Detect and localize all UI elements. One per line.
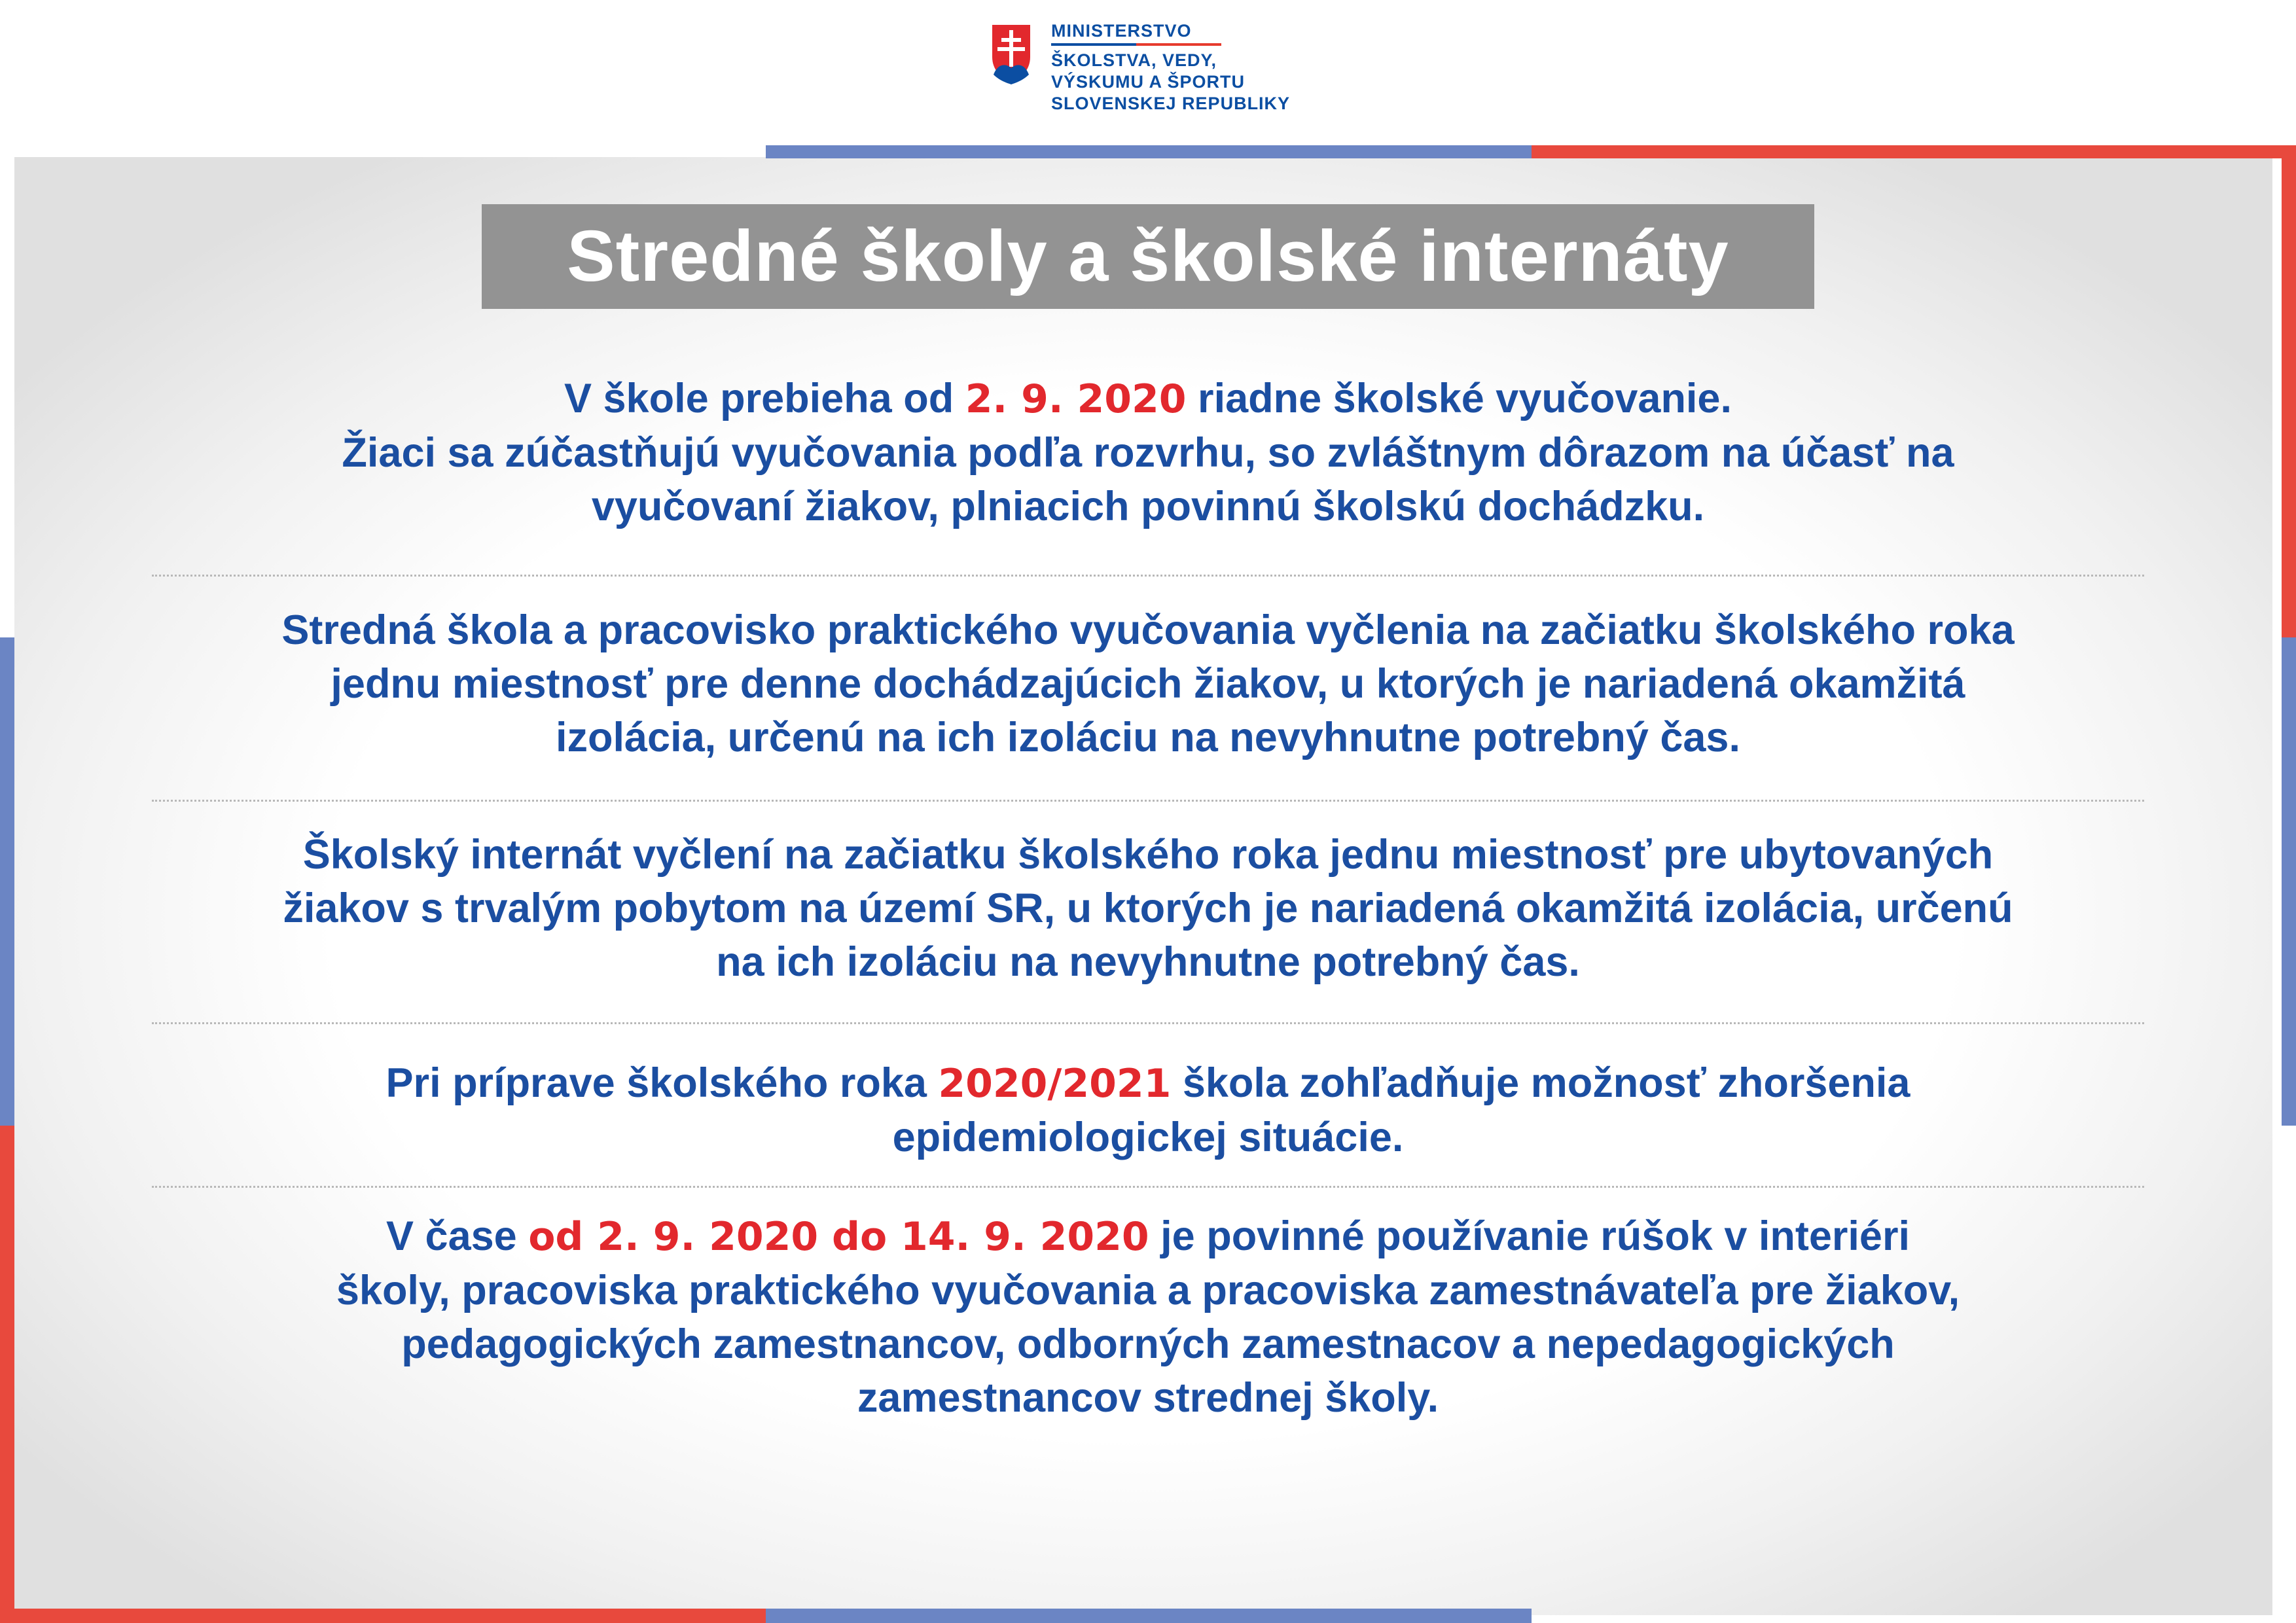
body-text: na ich izoláciu na nevyhnutne potrebný čas. (716, 939, 1580, 985)
paragraph-line (157, 480, 2139, 533)
logo-divider (1051, 43, 1221, 46)
logo-line: MINISTERSTVO (1051, 21, 1192, 41)
paragraph-line (157, 657, 2139, 711)
paragraph-line (157, 426, 2139, 480)
paragraph-line (157, 828, 2139, 882)
body-text: riadne školské vyučovanie. (1186, 376, 1732, 421)
dotted-divider (152, 1186, 2144, 1188)
info-paragraph (157, 1056, 2139, 1164)
body-text: epidemiologickej situácie. (892, 1115, 1404, 1160)
body-text: V škole prebieha od (564, 376, 965, 421)
paragraph-line (157, 1264, 2139, 1317)
paragraph-line (157, 1111, 2139, 1164)
frame-bar-right-blue (2282, 637, 2296, 1126)
body-text: školy, pracoviska praktického vyučovania a pracoviska zamestnávateľa pre žiakov, (336, 1268, 1960, 1313)
info-paragraph (157, 603, 2139, 764)
paragraph-line (157, 1056, 2139, 1111)
paragraph-line (157, 1317, 2139, 1371)
body-text: Žiaci sa zúčastňujú vyučovania podľa rozvrhu, so zvláštnym dôrazom na účasť na (342, 430, 1954, 476)
logo-text (1051, 20, 1290, 115)
body-text: škola zohľadňuje možnosť zhoršenia (1171, 1060, 1910, 1106)
paragraph-line (157, 1209, 2139, 1264)
body-text: jednu miestnosť pre denne dochádzajúcich žiakov, u ktorých je nariadená okamžitá (331, 661, 1965, 707)
body-text: Stredná škola a pracovisko praktického vyučovania vyčlenia na začiatku školského roka (281, 607, 2015, 653)
info-paragraph (157, 828, 2139, 989)
paragraph-line (157, 603, 2139, 657)
highlight-text: 2. 9. 2020 (965, 376, 1187, 422)
body-text: vyučovaní žiakov, plniacich povinnú školskú dochádzku. (591, 484, 1705, 529)
body-text: žiakov s trvalým pobytom na území SR, u ktorých je nariadená okamžitá izolácia, určenú (283, 885, 2013, 931)
dotted-divider (152, 1022, 2144, 1024)
body-text: V čase (386, 1213, 529, 1259)
page-title: Stredné školy a školské internáty (482, 204, 1814, 309)
frame-bar-bottom-blue (766, 1609, 1532, 1623)
highlight-text: od 2. 9. 2020 do 14. 9. 2020 (528, 1214, 1149, 1260)
dotted-divider (152, 800, 2144, 802)
frame-bar-left-red (0, 1126, 14, 1623)
frame-bar-left-blue (0, 637, 14, 1126)
body-text: Pri príprave školského roka (386, 1060, 939, 1106)
frame-bar-bottom-red (0, 1609, 766, 1623)
dotted-divider (152, 575, 2144, 577)
frame-bar-top-red (1532, 145, 2296, 158)
paragraph-line (157, 1371, 2139, 1425)
frame-bar-top-blue (766, 145, 1532, 158)
body-text: izolácia, určenú na ich izoláciu na nevyhnutne potrebný čas. (556, 715, 1740, 760)
logo-line: VÝSKUMU A ŠPORTU (1051, 72, 1246, 92)
ministry-logo (988, 20, 1290, 131)
paragraph-line (157, 711, 2139, 764)
logo-line: SLOVENSKEJ REPUBLIKY (1051, 94, 1291, 113)
body-text: zamestnancov strednej školy. (857, 1375, 1439, 1421)
frame-bar-right-red (2282, 145, 2296, 637)
slovak-coat-of-arms-icon (988, 21, 1034, 86)
info-paragraph (157, 1209, 2139, 1425)
body-text: Školský internát vyčlení na začiatku školského roka jednu miestnosť pre ubytovaných (302, 832, 1994, 878)
logo-line: ŠKOLSTVA, VEDY, (1051, 50, 1217, 70)
paragraph-line (157, 372, 2139, 426)
info-paragraph (157, 372, 2139, 533)
body-text: je povinné používanie rúšok v interiéri (1149, 1213, 1910, 1259)
paragraph-line (157, 935, 2139, 989)
body-text: pedagogických zamestnancov, odborných zamestnacov a nepedagogických (401, 1321, 1895, 1367)
highlight-text: 2020/2021 (938, 1061, 1172, 1107)
paragraph-line (157, 882, 2139, 935)
